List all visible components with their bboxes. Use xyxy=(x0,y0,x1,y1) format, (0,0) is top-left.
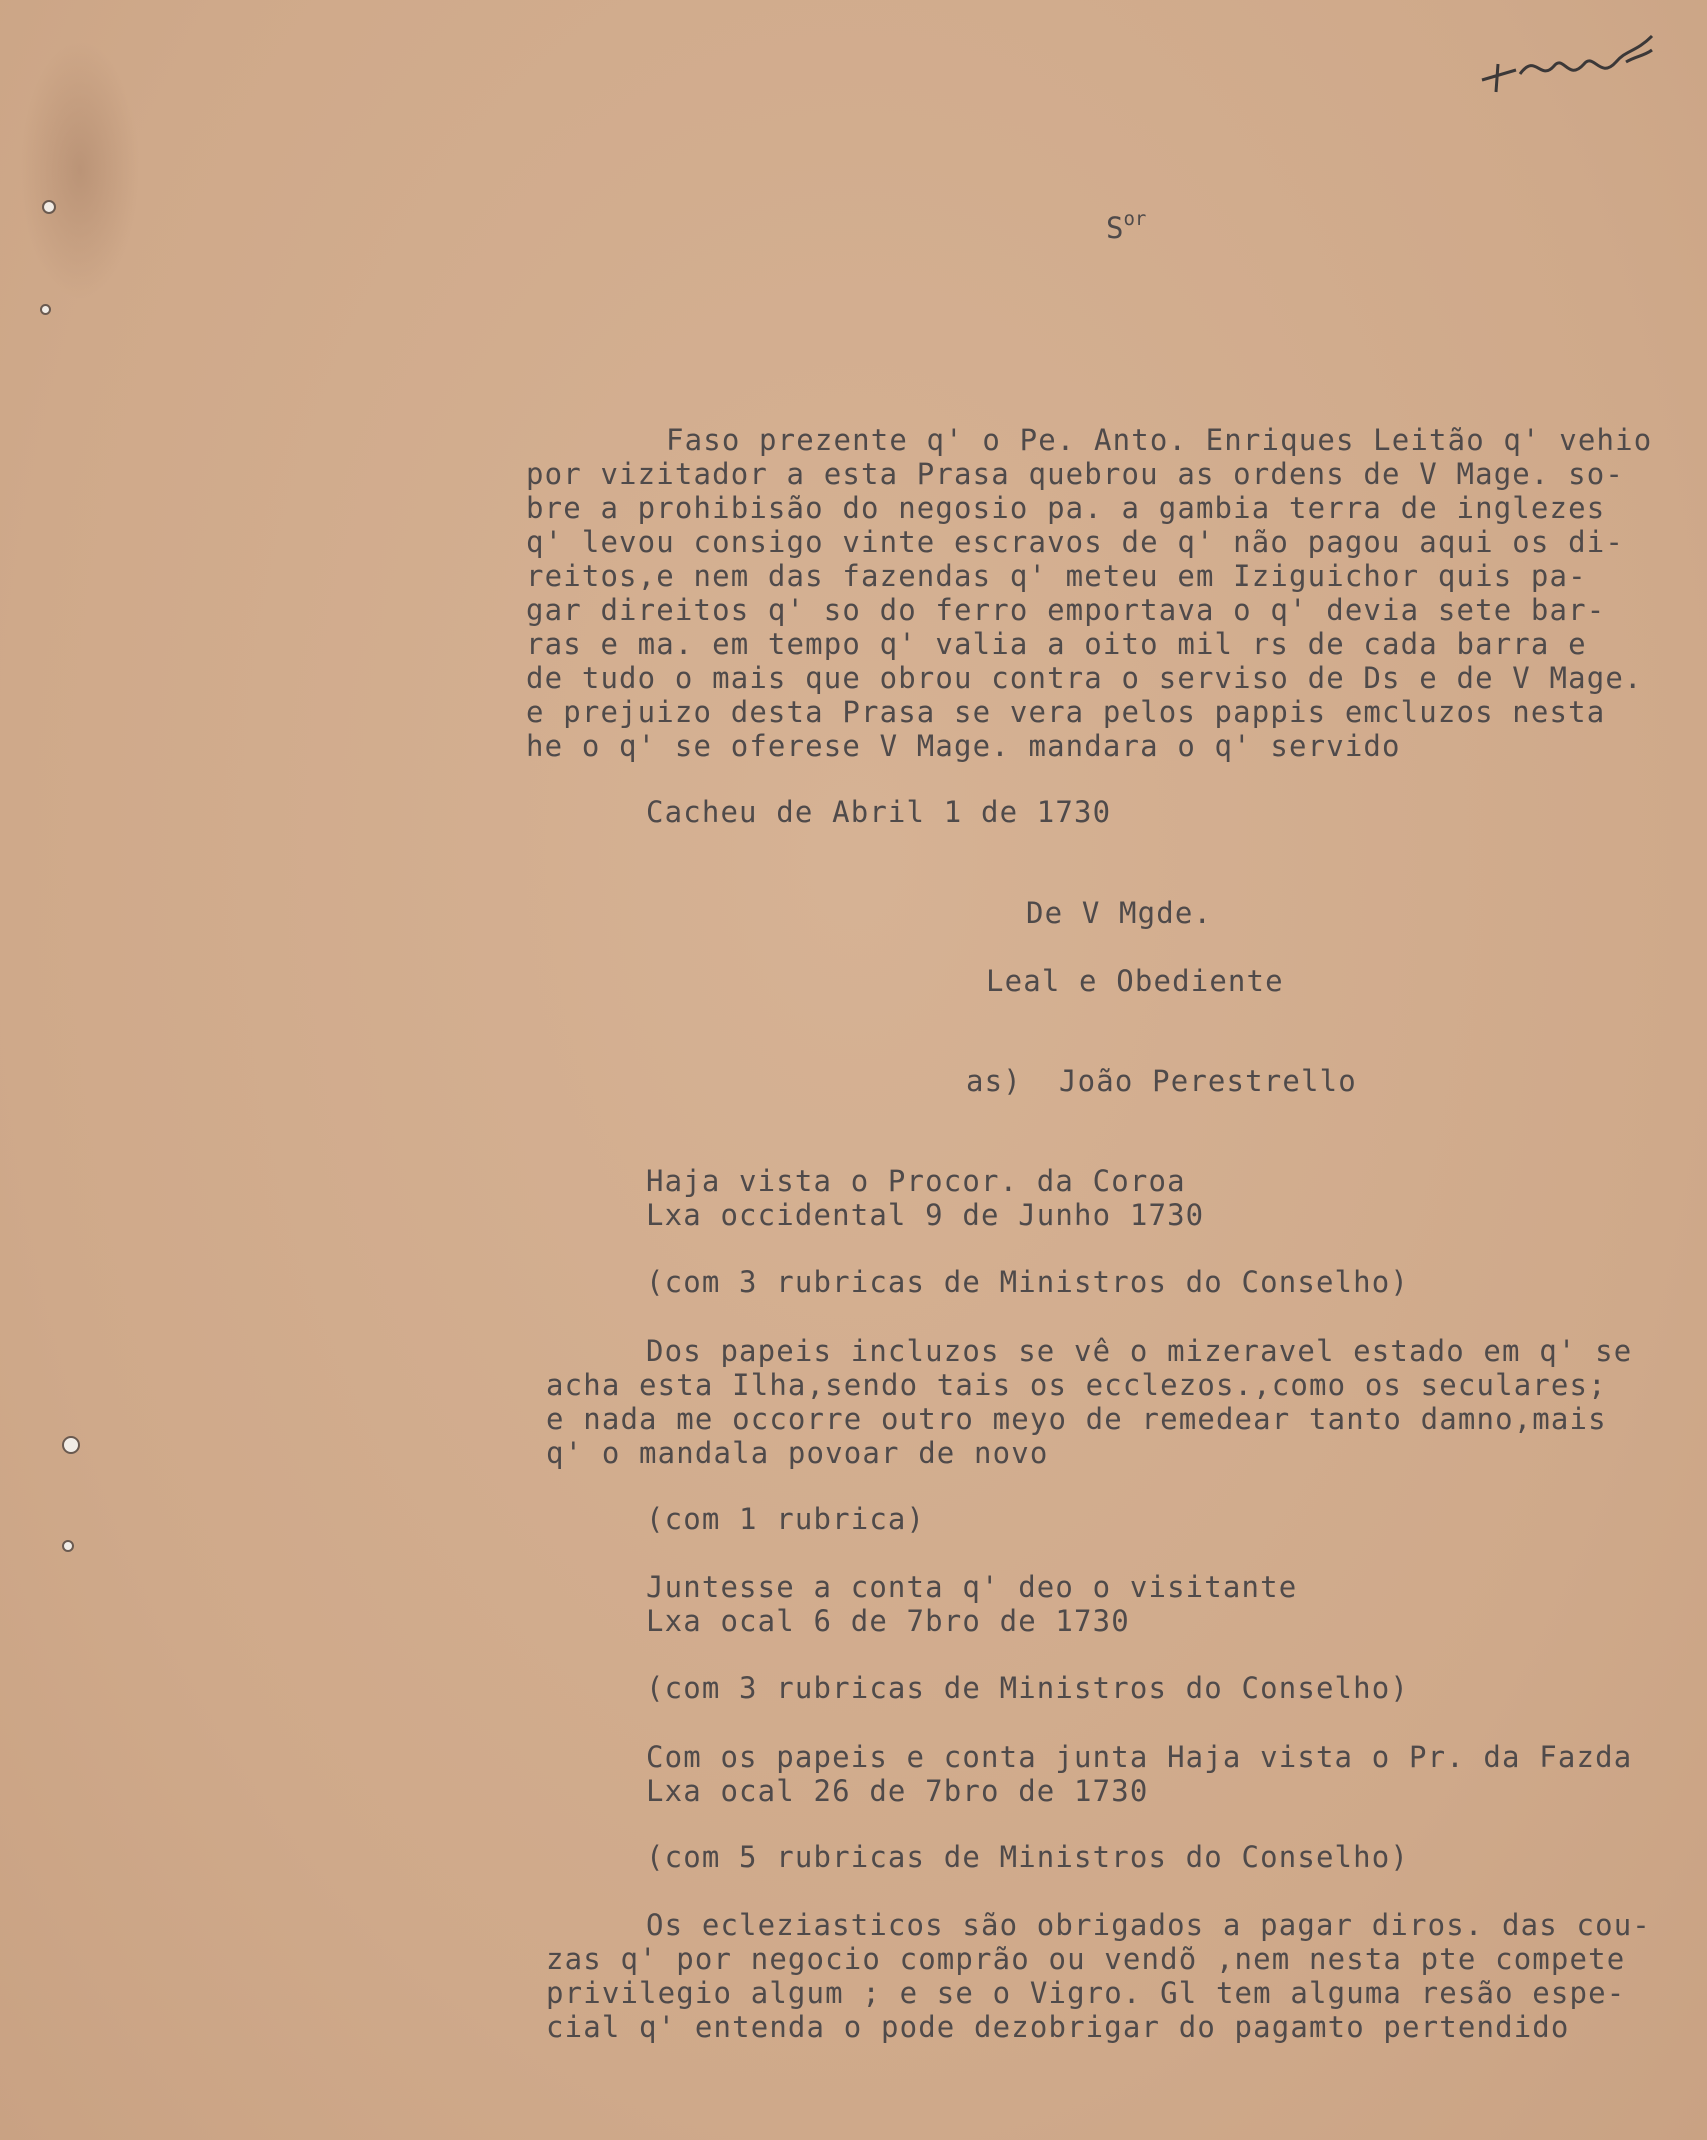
annotation-line: (com 1 rubrica) xyxy=(646,1502,926,1536)
annotation-line: acha esta Ilha,sendo tais os ecclezos.,como os seculares; xyxy=(546,1368,1607,1402)
letter-closing-2: Leal e Obediente xyxy=(986,964,1284,998)
letter-line: por vizitador a esta Prasa quebrou as ordens de V Mage. so- xyxy=(526,457,1624,491)
annotation-line: privilegio algum ; e se o Vigro. Gl tem alguma resão espe- xyxy=(546,1976,1626,2010)
letter-line: e prejuizo desta Prasa se vera pelos pappis emcluzos nesta xyxy=(526,695,1606,729)
letter-line: Faso prezente q' o Pe. Anto. Enriques Leitão q' vehio xyxy=(666,423,1653,457)
annotation-line: (com 3 rubricas de Ministros do Conselho) xyxy=(646,1671,1409,1705)
letter-line: reitos,e nem das fazendas q' meteu em Iziguichor quis pa- xyxy=(526,559,1587,593)
letter-line: q' levou consigo vinte escravos de q' não pagou aqui os di- xyxy=(526,525,1624,559)
annotation-line: q' o mandala povoar de novo xyxy=(546,1436,1049,1470)
annotation-line: Os ecleziasticos são obrigados a pagar diros. das cou- xyxy=(646,1908,1651,1942)
punch-hole-icon xyxy=(62,1540,74,1552)
annotation-line: Com os papeis e conta junta Haja vista o Pr. da Fazda xyxy=(646,1740,1633,1774)
letter-line: gar direitos q' so do ferro emportava o q' devia sete bar- xyxy=(526,593,1606,627)
letter-signature: as) João Perestrello xyxy=(966,1064,1357,1098)
annotation-line: Lxa occidental 9 de Junho 1730 xyxy=(646,1198,1205,1232)
punch-hole-icon xyxy=(62,1436,80,1454)
punch-hole-icon xyxy=(40,304,51,315)
letter-closing: De V Mgde. xyxy=(1026,896,1213,930)
annotation-line: cial q' entenda o pode dezobrigar do pagamto pertendido xyxy=(546,2010,1570,2044)
annotation-line: (com 3 rubricas de Ministros do Conselho) xyxy=(646,1265,1409,1299)
annotation-line: zas q' por negocio comprão ou vendõ ,nem nesta pte compete xyxy=(546,1942,1626,1976)
annotation-line: e nada me occorre outro meyo de remedear tanto damno,mais xyxy=(546,1402,1607,1436)
salutation: $S^{or}$ xyxy=(1106,208,1147,245)
stain-mark xyxy=(20,40,140,300)
annotation-line: Lxa ocal 6 de 7bro de 1730 xyxy=(646,1604,1130,1638)
letter-line: he o q' se oferese V Mage. mandara o q' servido xyxy=(526,729,1401,763)
annotation-line: Lxa ocal 26 de 7bro de 1730 xyxy=(646,1774,1149,1808)
letter-date: Cacheu de Abril 1 de 1730 xyxy=(646,795,1112,829)
annotation-line: Dos papeis incluzos se vê o mizeravel estado em q' se xyxy=(646,1334,1633,1368)
letter-line: de tudo o mais que obrou contra o serviso de Ds e de V Mage. xyxy=(526,661,1643,695)
annotation-line: (com 5 rubricas de Ministros do Conselho) xyxy=(646,1840,1409,1874)
marginal-signature-icon xyxy=(1476,22,1666,102)
letter-line: ras e ma. em tempo q' valia a oito mil rs de cada barra e xyxy=(526,627,1587,661)
letter-line: bre a prohibisão do negosio pa. a gambia terra de inglezes xyxy=(526,491,1606,525)
annotation-line: Juntesse a conta q' deo o visitante xyxy=(646,1570,1298,1604)
punch-hole-icon xyxy=(42,200,56,214)
annotation-line: Haja vista o Procor. da Coroa xyxy=(646,1164,1186,1198)
